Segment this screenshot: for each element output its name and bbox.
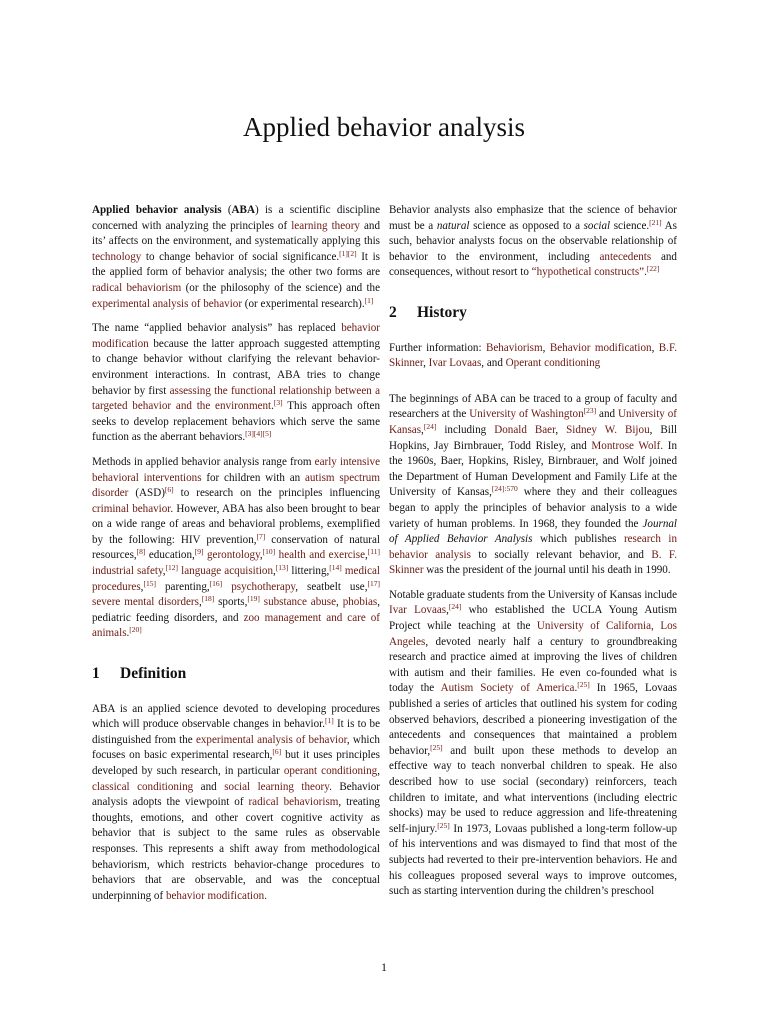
ref-link[interactable]: [25] bbox=[437, 820, 450, 830]
link-substance-abuse[interactable]: substance abuse bbox=[263, 596, 337, 609]
section-heading-definition bbox=[92, 666, 380, 682]
intro-paragraph-3 bbox=[92, 455, 380, 642]
text: Behavior analysts also emphasize that the science of behavior must be a bbox=[389, 204, 677, 232]
text: which publishes bbox=[532, 533, 624, 546]
link-health-exercise[interactable]: health and exercise bbox=[278, 549, 366, 562]
text: and its’ affects on the environment, and systematically applying this bbox=[92, 219, 380, 248]
text: , bbox=[542, 341, 550, 354]
link-sidney-bijou[interactable]: Sidney W. Bijou bbox=[566, 423, 650, 436]
link-functional-relationship[interactable]: assessing the functional relationship between a targeted behavior and the environment bbox=[92, 384, 380, 413]
intro-paragraph-1: Applied behavior analysis (ABA) is a scientific discipline concerned with analyzing the principles of learning theory and its’ affects on the environment, and systematically applying this technology to change behavior of social significance.[1][2] It is the applied form of behavior analysis; the other two forms are radical behaviorism (or the philosophy of the science) and the experimental analysis of behavior (or experimental research).[1] bbox=[92, 204, 380, 310]
text: It is the applied form of behavior analysis; the other two forms are bbox=[92, 250, 380, 279]
ref-link[interactable]: [24] bbox=[448, 602, 462, 612]
link-behavior-modification[interactable]: behavior modification bbox=[92, 322, 380, 350]
link-radical-behaviorism[interactable]: radical behaviorism bbox=[92, 281, 182, 294]
ref-link[interactable]: [25] bbox=[577, 680, 590, 690]
ref-link[interactable]: [6] bbox=[272, 747, 282, 757]
link-experimental-analysis[interactable]: experimental analysis of behavior bbox=[92, 297, 243, 310]
page-title: Applied behavior analysis bbox=[243, 112, 525, 142]
text: As such, behavior analysts focus on the observable relationship of behavior to the environment, including bbox=[389, 219, 677, 263]
text: including bbox=[436, 423, 495, 436]
text: parenting, bbox=[155, 580, 210, 593]
ref-link[interactable]: [6] bbox=[164, 485, 174, 495]
ref-link[interactable]: [15] bbox=[143, 578, 156, 588]
link-learning-theory[interactable]: learning theory bbox=[291, 219, 360, 232]
text: . bbox=[644, 266, 647, 279]
right-column bbox=[389, 203, 677, 909]
text: The beginnings of ABA can be traced to a group of faculty and researchers at the bbox=[389, 392, 677, 421]
text: , Bill Hopkins, Jay Birnbrauer, Todd Risley, and bbox=[389, 423, 678, 452]
journal-title: Journal of Applied Behavior Analysis bbox=[389, 517, 677, 546]
text: , pediatric feeding disorders, and bbox=[92, 596, 380, 624]
link-autism-spectrum[interactable]: autism spectrum disorder bbox=[92, 471, 380, 500]
text: , bbox=[651, 341, 659, 354]
text: In 1973, Lovaas published a long-term follow-up of his interventions and was dismayed to find that most of the subjects had reverted to their pre-intervention behaviors. He and his colleagues proposed several ways to improve outcomes, such as starting intervention during the children’s preschool bbox=[389, 822, 677, 898]
text: Notable graduate students from the University of Kansas include bbox=[389, 588, 677, 601]
text: education, bbox=[145, 549, 195, 562]
link-operant-conditioning[interactable]: operant conditioning bbox=[283, 765, 378, 777]
ref-link[interactable]: [3] bbox=[273, 398, 283, 408]
definition-paragraph-2 bbox=[389, 203, 677, 281]
text: (ASD) bbox=[128, 487, 165, 500]
text: , bbox=[259, 549, 263, 562]
emphasis: natural bbox=[436, 219, 470, 232]
ref-link[interactable]: [10] bbox=[262, 547, 276, 557]
link-ivar-lovaas[interactable]: Ivar Lovaas bbox=[389, 604, 447, 617]
text: , bbox=[140, 580, 144, 593]
text: conservation of natural resources, bbox=[92, 533, 380, 562]
text: , bbox=[336, 596, 343, 609]
definition-paragraph-1 bbox=[92, 702, 380, 905]
section-number: 1 bbox=[92, 665, 100, 683]
text: , bbox=[365, 549, 368, 562]
ref-link[interactable]: [13] bbox=[275, 563, 289, 573]
ref-link[interactable]: [20] bbox=[129, 625, 142, 635]
text: ABA is an applied science devoted to developing procedures which will produce observable changes in behavior. bbox=[92, 702, 380, 731]
text: because the latter approach suggested attempting to change behavior without clarifying the relevant behavior-environment interactions. In contrast, ABA tries to change behavior by first bbox=[92, 337, 380, 397]
link-gerontology[interactable]: gerontology bbox=[207, 549, 260, 562]
intro-paragraph-2 bbox=[92, 321, 380, 446]
link-bf-skinner[interactable]: B.F. Skinner bbox=[389, 341, 678, 370]
link-research-behavior-analysis[interactable]: research in behavior analysis bbox=[389, 533, 678, 561]
text: . However, ABA has also been brought to bear on a wide range of areas and behavioral problems, exemplified by the following: HIV prevention, bbox=[92, 502, 380, 546]
link-montrose-wolf[interactable]: Montrose Wolf bbox=[591, 439, 661, 452]
link-bf-skinner[interactable]: B. F. Skinner bbox=[389, 548, 677, 577]
link-autism-society[interactable]: Autism Society of America bbox=[440, 682, 575, 695]
link-early-intensive[interactable]: early intensive behavioral interventions bbox=[92, 455, 380, 484]
text: The name “applied behavior analysis” has replaced bbox=[92, 322, 342, 335]
link-ucla[interactable]: University of California, Los Angeles bbox=[389, 620, 677, 648]
link-criminal-behavior[interactable]: criminal behavior bbox=[92, 502, 171, 515]
text: , bbox=[421, 423, 424, 436]
link-language-acquisition[interactable]: language acquisition bbox=[181, 565, 273, 578]
link-severe-mental-disorders[interactable]: severe mental disorders bbox=[92, 596, 199, 609]
link-industrial-safety[interactable]: industrial safety bbox=[92, 565, 163, 578]
text: . bbox=[574, 682, 578, 695]
text: science. bbox=[610, 219, 650, 232]
text: , seatbelt use, bbox=[295, 580, 368, 593]
text: . bbox=[264, 889, 268, 902]
text: , bbox=[377, 765, 381, 777]
section-number: 2 bbox=[389, 303, 397, 321]
text: , bbox=[555, 423, 567, 436]
further-label: Further information: bbox=[389, 341, 486, 354]
text: , bbox=[446, 604, 449, 617]
ref-link[interactable]: [17] bbox=[367, 578, 380, 588]
text: , and bbox=[481, 357, 506, 370]
text: and built upon these methods to develop an effective way to teach nonverbal children to speak. He also described how to use social (secondary) reinforcers, teach children to imitate, and what interventions (including electric shocks) may be used to reduce aggression and life-threatening self-injury. bbox=[389, 744, 677, 835]
text: where they and their colleagues began to apply the principles of behavior analysis to a wide variety of human problems. In 1968, they founded the bbox=[389, 486, 678, 530]
link-psychotherapy[interactable]: psychotherapy bbox=[231, 580, 296, 593]
text: . bbox=[126, 627, 130, 640]
text: , treating thoughts, emotions, and other covert cognitive activity as behavior that is subject to the same rules as observable responses. This represents a shift away from methodological behaviorism, which restricts behavior-change procedures to behaviors that are observable, and was the conceptual underpinning of bbox=[92, 796, 380, 902]
section-heading-history bbox=[389, 305, 677, 321]
abbr-bold: ABA bbox=[231, 204, 255, 216]
link-behavior-modification[interactable]: behavior modification bbox=[165, 889, 265, 902]
ref-link[interactable]: [1] bbox=[364, 295, 374, 305]
link-radical-behaviorism[interactable]: radical behaviorism bbox=[248, 796, 339, 809]
text: science as opposed to a bbox=[469, 219, 584, 232]
text: It is to be distinguished from the bbox=[92, 718, 381, 746]
ref-link[interactable]: [16] bbox=[209, 578, 223, 588]
text: (or the philosophy of the science) and the bbox=[181, 281, 380, 294]
text: In 1965, Lovaas published a series of articles that outlined his system for coding observed behaviors, described a pioneering investigation of the antecedents and consequences that maintained a problem behavior, bbox=[389, 682, 677, 757]
text: littering, bbox=[288, 565, 330, 578]
ref-link[interactable]: [24]:570 bbox=[491, 484, 518, 494]
emphasis: social bbox=[583, 219, 611, 232]
text: . Behavior analysis adopts the viewpoint of bbox=[92, 780, 381, 809]
text: and bbox=[596, 408, 618, 421]
ref-link[interactable]: [21] bbox=[649, 217, 662, 227]
ref-link[interactable]: [1] bbox=[339, 248, 348, 258]
text: sports, bbox=[214, 596, 248, 609]
text: but it uses principles developed by such research, in particular bbox=[92, 749, 380, 777]
history-paragraph-1 bbox=[389, 392, 677, 579]
ref-link[interactable]: [9] bbox=[194, 547, 204, 557]
link-hypothetical-constructs[interactable]: “hypothetical constructs” bbox=[531, 266, 645, 279]
section-title: History bbox=[417, 303, 467, 321]
link-behaviorism[interactable]: Behaviorism bbox=[485, 341, 543, 354]
section-title: Definition bbox=[120, 665, 187, 683]
text: was the president of the journal until his death in 1990. bbox=[423, 564, 671, 577]
text: , bbox=[273, 565, 276, 578]
ref-link[interactable]: [8] bbox=[136, 547, 146, 557]
link-donald-baer[interactable]: Donald Baer bbox=[494, 423, 556, 436]
ref-link[interactable]: [2] bbox=[347, 248, 357, 258]
further-information bbox=[389, 341, 677, 372]
ref-link[interactable]: [25] bbox=[430, 742, 443, 752]
link-antecedents[interactable]: antecedents bbox=[599, 250, 652, 263]
ref-link[interactable]: [22] bbox=[646, 264, 660, 274]
link-zoo-management[interactable]: zoo management and care of animals bbox=[92, 611, 380, 640]
link-technology[interactable]: technology bbox=[92, 250, 142, 263]
text: for children with an bbox=[201, 471, 305, 484]
text: This approach often seeks to develop replacement behaviors which serve the same function as the aberrant behaviors. bbox=[92, 400, 380, 444]
link-experimental-analysis[interactable]: experimental analysis of behavior bbox=[195, 733, 347, 746]
link-behavior-modification[interactable]: Behavior modification bbox=[549, 341, 652, 354]
text: (or experimental research). bbox=[242, 297, 365, 310]
text: . In the 1960s, Baer, Hopkins, Risley, Birnbrauer, and Wolf joined the Department of Human Development and Family Life at the University of Kansas, bbox=[389, 439, 677, 499]
text: and consequences, without resort to bbox=[389, 250, 677, 279]
ref-link[interactable]: [19] bbox=[247, 594, 260, 604]
link-social-learning-theory[interactable]: social learning theory bbox=[224, 780, 330, 793]
text: Methods in applied behavior analysis range from bbox=[92, 455, 315, 468]
ref-link[interactable]: [12] bbox=[165, 563, 179, 573]
link-phobias[interactable]: phobias bbox=[342, 596, 378, 609]
ref-link[interactable]: [11] bbox=[367, 547, 381, 557]
history-paragraph-2 bbox=[389, 588, 677, 900]
term-bold: Applied behavior analysis bbox=[92, 204, 222, 216]
text: is a scientific discipline concerned with analyzing the principles of bbox=[92, 204, 380, 232]
link-university-washington[interactable]: University of Washington bbox=[469, 408, 584, 421]
text bbox=[222, 581, 231, 593]
ref-link[interactable]: [18] bbox=[201, 594, 215, 604]
text: , bbox=[198, 596, 202, 609]
text: to research on the principles influencing bbox=[173, 487, 380, 500]
left-column bbox=[92, 203, 380, 913]
text: to change behavior of social significance. bbox=[141, 250, 340, 263]
page-number: 1 bbox=[381, 960, 387, 974]
link-ivar-lovaas[interactable]: Ivar Lovaas bbox=[428, 357, 482, 370]
ref-link[interactable]: [23] bbox=[583, 406, 597, 416]
ref-link[interactable]: [14] bbox=[329, 563, 342, 573]
text: , which focuses on basic experimental research, bbox=[92, 733, 380, 762]
link-university-kansas[interactable]: University of Kansas bbox=[389, 408, 677, 436]
ref-link[interactable]: [3][4][5] bbox=[245, 429, 272, 439]
text: . bbox=[271, 400, 274, 413]
text: , devoted nearly half a century to groundbreaking research and practice aimed at improving the lives of children with autism and their families. He even co-founded what is today the bbox=[389, 635, 677, 695]
text: , bbox=[162, 565, 166, 578]
link-operant-conditioning[interactable]: Operant conditioning bbox=[505, 357, 601, 370]
ref-link[interactable]: [7] bbox=[256, 531, 266, 541]
text: and bbox=[193, 780, 225, 793]
link-medical-procedures[interactable]: medical procedures bbox=[92, 565, 381, 593]
text: to socially relevant behavior, and bbox=[470, 548, 652, 561]
link-classical-conditioning[interactable]: classical conditioning bbox=[92, 780, 194, 793]
text: , bbox=[423, 357, 429, 370]
ref-link[interactable]: [24] bbox=[423, 421, 437, 431]
ref-link[interactable]: [1] bbox=[324, 716, 334, 726]
text: who established the UCLA Young Autism Project while teaching at the bbox=[389, 604, 677, 633]
